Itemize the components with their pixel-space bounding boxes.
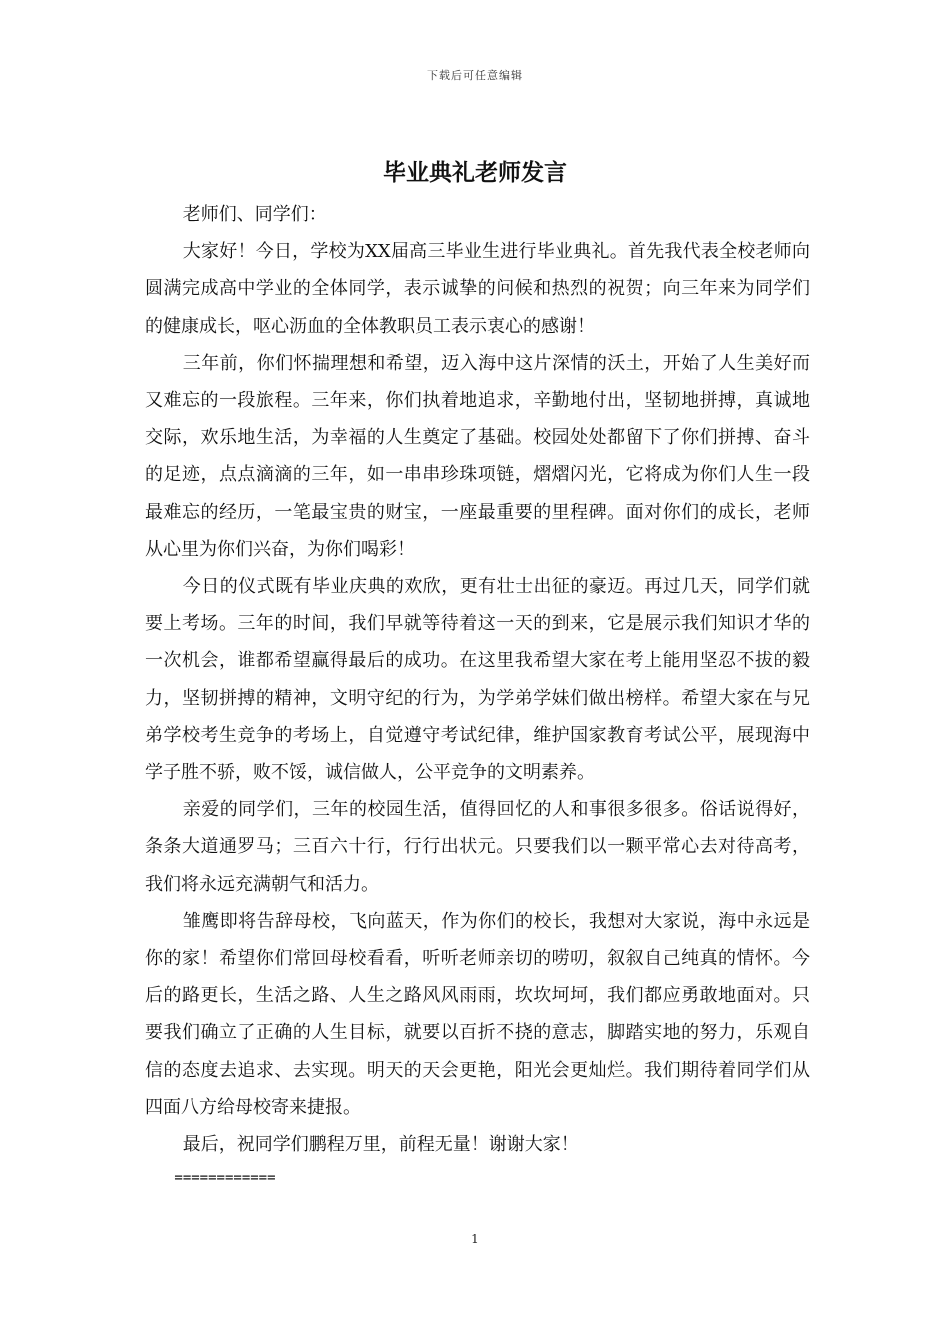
divider-line: ============ [174, 1170, 276, 1187]
paragraph-1: 大家好！今日，学校为XX届高三毕业生进行毕业典礼。首先我代表全校老师向圆满完成高中学业的全体同学，表示诚挚的问候和热烈的祝贺；向三年来为同学们的健康成长，呕心沥血的全体教职员工表示衷心的感谢！ [145, 241, 810, 337]
paragraph-6: 最后，祝同学们鹏程万里，前程无量！谢谢大家！ [182, 1134, 579, 1156]
paragraph-2: 三年前，你们怀揣理想和希望，迈入海中这片深情的沃土，开始了人生美好而又难忘的一段旅程。三年来，你们执着地追求，辛勤地付出，坚韧地拼搏，真诚地交际，欢乐地生活，为幸福的人生奠定了基础。校园处处都留下了你们拼搏、奋斗的足迹，点点滴滴的三年，如一串串珍珠项链，熠熠闪光，它将成为你们人生一段最难忘的经历，一笔最宝贵的财宝，一座最重要的里程碑。面对你们的成长，老师从心里为你们兴奋，为你们喝彩！ [145, 352, 810, 560]
paragraph-5: 雏鹰即将告辞母校，飞向蓝天，作为你们的校长，我想对大家说，海中永远是你的家！希望你们常回母校看看，听听老师亲切的唠叨，叙叙自己纯真的情怀。今后的路更长，生活之路、人生之路风风雨雨，坎坎坷坷，我们都应勇敢地面对。只要我们确立了正确的人生目标，就要以百折不挠的意志，脚踏实地的努力，乐观自信的态度去追求、去实现。明天的天会更艳，阳光会更灿烂。我们期待着同学们从四面八方给母校寄来捷报。 [145, 910, 810, 1118]
salutation: 老师们、同学们： [182, 204, 327, 225]
header-note: 下载后可任意编辑 [427, 69, 523, 82]
document-body [145, 196, 810, 1193]
document-title: 毕业典礼老师发言 [383, 160, 567, 186]
page-number: 1 [471, 1232, 479, 1246]
paragraph-3: 今日的仪式既有毕业庆典的欢欣，更有壮士出征的豪迈。再过几天，同学们就要上考场。三年的时间，我们早就等待着这一天的到来，它是展示我们知识才华的一次机会，谁都希望赢得最后的成功。在这里我希望大家在考上能用坚忍不拔的毅力，坚韧拼搏的精神，文明守纪的行为，为学弟学妹们做出榜样。希望大家在与兄弟学校考生竞争的考场上，自觉遵守考试纪律，维护国家教育考试公平，展现海中学子胜不骄，败不馁，诚信做人，公平竞争的文明素养。 [145, 576, 810, 784]
paragraph-4: 亲爱的同学们，三年的校园生活，值得回忆的人和事很多很多。俗话说得好，条条大道通罗马；三百六十行，行行出状元。只要我们以一颗平常心去对待高考，我们将永远充满朝气和活力。 [145, 799, 810, 895]
